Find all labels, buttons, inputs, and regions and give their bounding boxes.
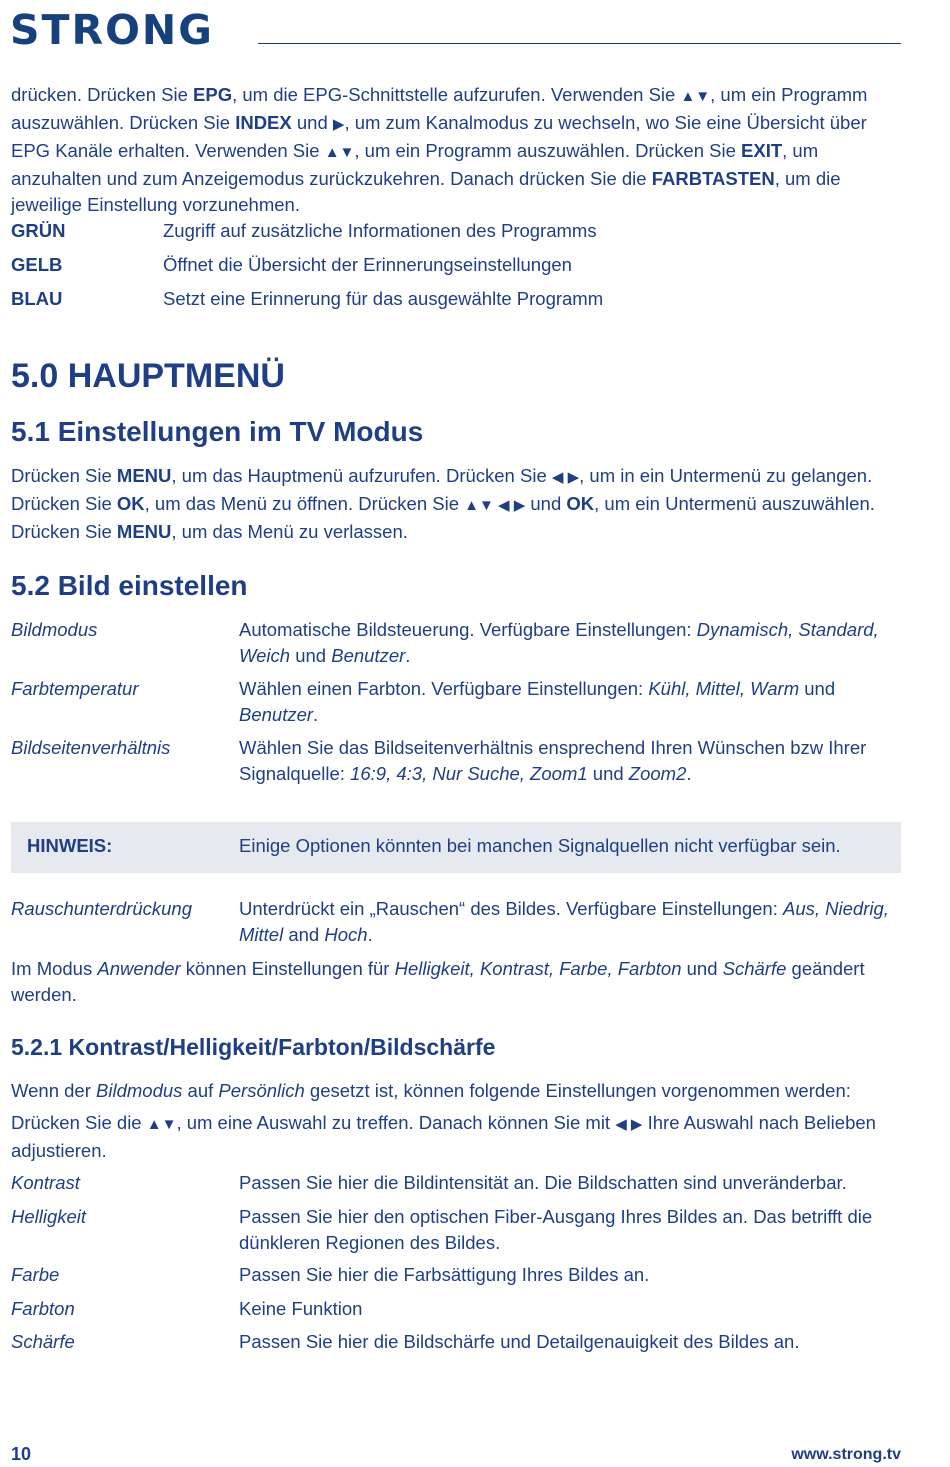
setting-desc-bildmodus [239,617,903,669]
setting-desc-schaerfe: Passen Sie hier die Bildschärfe und Detailgenauigkeit des Bildes an. [239,1331,800,1352]
option-list: Aus, Niedrig, Mittel [239,898,889,945]
text: , um das Hauptmenü aufzurufen. Drücken Sie [171,465,552,486]
option: Hoch [324,924,368,945]
text: und [525,493,567,514]
text: gesetzt ist, können folgende Einstellungen vorgenommen werden: [304,1080,851,1101]
text: können Einstellungen für [180,958,395,979]
arrow-right-icon: ▶ [332,116,345,133]
setting-desc-farbe: Passen Sie hier die Farbsättigung Ihres Bildes an. [239,1264,650,1285]
text: , um zum Kanalmodus zu wechseln, wo Sie eine Übersicht über EPG Kanäle erhalten. Verwenden Sie [11,112,867,161]
section-heading-5-0: 5.0 HAUPTMENÜ [11,357,285,395]
key-farbtasten: FARBTASTEN [651,168,775,189]
text: Drücken Sie [11,465,117,486]
anwender-paragraph [11,956,903,1008]
text: and [283,924,325,945]
arrow-up-down-icon: ▲▼ [324,144,355,161]
text: . [405,645,411,666]
key-exit: EXIT [741,140,783,161]
setting-desc-helligkeit: Passen Sie hier den optischen Fiber-Ausgang Ihres Bildes an. Das betrifft die dünkleren Regionen des Bildes. [239,1206,873,1253]
mode-name: Anwender [97,958,181,979]
text: , um die jeweilige Einstellung vorzunehmen. [11,168,841,215]
text: , um das Menü zu öffnen. Drücken Sie [144,493,465,514]
setting-label-kontrast: Kontrast [11,1172,80,1193]
color-key-desc: Setzt eine Erinnerung für das ausgewählte Programm [163,288,604,309]
setting-label-helligkeit: Helligkeit [11,1206,87,1227]
setting-label-farbton: Farbton [11,1298,75,1319]
setting-desc-farbtemperatur [239,676,903,728]
option: Schärfe [722,958,787,979]
key-menu: MENU [116,465,172,486]
text: und [587,763,629,784]
section-heading-5-1: 5.1 Einstellungen im TV Modus [11,416,424,447]
footer-url-link[interactable]: www.strong.tv [791,1446,901,1463]
text: Wählen Sie das Bildseitenverhältnis ensprechend Ihren Wünschen bzw Ihrer Signalquelle: [239,737,867,784]
option: Benutzer [331,645,406,666]
text: , um die EPG-Schnittstelle aufzurufen. Verwenden Sie [232,84,681,105]
text: , um ein Programm auszuwählen. Drücken Sie [11,84,868,133]
option-list: Kühl, Mittel, Warm [648,678,800,699]
section-5-1-paragraph [11,463,903,545]
arrow-left-right-icon: ◀ ▶ [551,469,580,486]
text: Drücken Sie die [11,1112,147,1133]
text: Wenn der [11,1080,97,1101]
arrow-keys-icon: ▲▼ ◀ ▶ [464,497,526,514]
text: geändert werden. [11,958,865,1005]
section-heading-5-2: 5.2 Bild einstellen [11,570,248,601]
text: , um anzuhalten und zum Anzeigemodus zurückzukehren. Danach drücken Sie die [11,140,819,189]
text: . [686,763,692,784]
text: , um das Menü zu verlassen. [171,521,408,542]
note-label: HINWEIS: [27,835,113,856]
setting-label-bildseitenverhaeltnis: Bildseitenverhältnis [11,737,171,758]
arrow-up-down-icon: ▲▼ [680,88,711,105]
intro-paragraph [11,82,903,218]
text: Automatische Bildsteuerung. Verfügbare Einstellungen: [239,619,697,640]
text: , um ein Untermenü auszuwählen. Drücken Sie [11,493,875,542]
setting-label-schaerfe: Schärfe [11,1331,75,1352]
text: , um in ein Untermenü zu gelangen. Drücken Sie [11,465,873,514]
text: Unterdrückt ein „Rauschen“ des Bildes. Verfügbare Einstellungen: [239,898,783,919]
section-5-2-1-intro [11,1078,903,1104]
section-heading-5-2-1: 5.2.1 Kontrast/Helligkeit/Farbton/Bildschärfe [11,1034,496,1060]
setting-label-farbe: Farbe [11,1264,60,1285]
note-text: Einige Optionen könnten bei manchen Signalquellen nicht verfügbar sein. [239,835,841,856]
option-list: 16:9, 4:3, Nur Suche, Zoom1 [350,763,588,784]
setting-label-rauschunterdrueckung: Rauschunterdrückung [11,898,192,919]
color-key-label: GRÜN [11,220,66,241]
key-menu: MENU [116,521,172,542]
setting-value: Persönlich [218,1080,305,1101]
text: und [290,645,332,666]
setting-desc-rauschunterdrueckung [239,896,903,948]
text: auf [182,1080,219,1101]
option: Benutzer [239,704,314,725]
setting-desc-farbton: Keine Funktion [239,1298,363,1319]
text: und [681,958,723,979]
strong-logo: STRОNG [10,6,214,54]
text: , um eine Auswahl zu treffen. Danach können Sie mit [176,1112,616,1133]
setting-desc-kontrast: Passen Sie hier die Bildintensität an. Die Bildschatten sind unveränderbar. [239,1172,847,1193]
setting-label-farbtemperatur: Farbtemperatur [11,678,139,699]
setting-name: Bildmodus [96,1080,183,1101]
text: und [291,112,333,133]
key-ok: OK [116,493,145,514]
color-key-desc: Öffnet die Übersicht der Erinnerungseinstellungen [163,254,572,275]
section-5-2-1-instructions [11,1110,903,1164]
arrow-up-down-icon: ▲▼ [146,1116,177,1133]
option: Zoom2 [628,763,687,784]
text: Im Modus [11,958,98,979]
text: . [367,924,373,945]
color-key-label: BLAU [11,288,63,309]
setting-label-bildmodus: Bildmodus [11,619,98,640]
header-divider [258,43,901,44]
option-list: Dynamisch, Standard, Weich [239,619,879,666]
key-index: INDEX [235,112,292,133]
key-ok: OK [566,493,595,514]
text: Wählen einen Farbton. Verfügbare Einstellungen: [239,678,649,699]
text: und [799,678,836,699]
arrow-left-right-icon: ◀ ▶ [615,1116,643,1133]
key-epg: EPG [193,84,233,105]
setting-desc-bildseitenverhaeltnis [239,735,903,787]
text: , um ein Programm auszuwählen. Drücken Sie [354,140,742,161]
page-number: 10 [11,1444,32,1464]
color-key-label: GELB [11,254,63,275]
color-key-desc: Zugriff auf zusätzliche Informationen des Programms [163,220,597,241]
text: Ihre Auswahl nach Belieben adjustieren. [11,1112,876,1161]
text: . [313,704,319,725]
option-list: Helligkeit, Kontrast, Farbe, Farbton [394,958,682,979]
text: drücken. Drücken Sie [11,84,194,105]
